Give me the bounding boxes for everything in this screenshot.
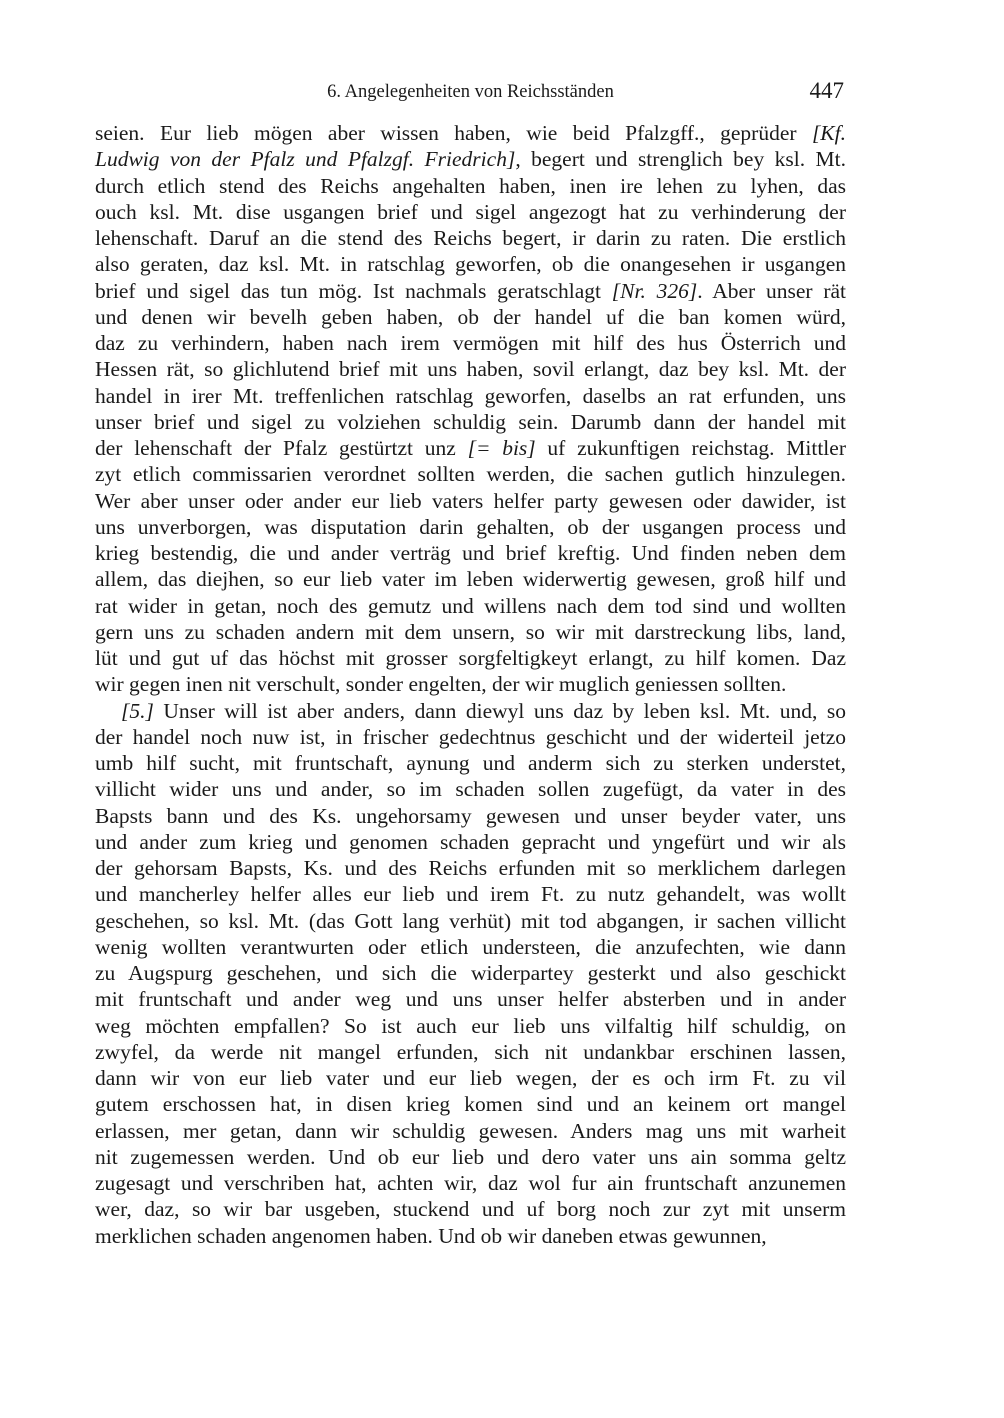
text-line <box>95 619 846 645</box>
text-line <box>95 750 846 776</box>
text-line <box>95 278 846 304</box>
text-line <box>95 383 846 409</box>
text-segment: uns unverborgen, was disputation darin gehalten, ob der usgangen process und <box>95 514 846 539</box>
text-segment: wenig wollten verantwurten oder etlich understeen, die anzufechten, wie dann <box>95 934 846 959</box>
text-segment: , begert und strenglich bey ksl. Mt. <box>515 147 846 172</box>
text-segment: gutem erschossen hat, in disen krieg komen sind und an keinem ort mangel <box>95 1092 846 1117</box>
text-line <box>95 540 846 566</box>
text-line <box>95 1065 846 1091</box>
italic-text-segment: [Nr. 326] <box>611 278 698 303</box>
text-segment: Hessen rät, so glichlutend brief mit uns haben, sovil erlangt, daz bey ksl. Mt. der <box>95 357 846 382</box>
text-segment: lüt und gut uf das höchst mit grosser sorgfeltigkeyt erlangt, zu hilf komen. Daz <box>95 646 846 670</box>
text-line <box>95 146 846 172</box>
text-line <box>95 776 846 802</box>
text-line <box>95 1144 846 1170</box>
text-line <box>95 881 846 907</box>
text-segment: daz zu verhindern, haben nach irem vermögen mit hilf des hus Österrich und <box>95 331 846 355</box>
text-line <box>95 330 846 356</box>
text-line <box>95 356 846 382</box>
text-segment: und mancherley helfer alles eur lieb und irem Ft. zu nutz gehandelt, was wollt <box>95 882 846 907</box>
text-segment: lehenschaft. Daruf an die stend des Reichs begert, ir darin zu raten. Die erstlich <box>95 226 846 250</box>
text-line <box>95 671 846 697</box>
text-line <box>95 435 846 461</box>
text-line <box>95 724 846 750</box>
text-segment: villicht wider uns und ander, so im schaden sollen zugefügt, da vater in des <box>95 777 846 802</box>
text-segment: krieg bestendig, die und ander verträg und brief kreftig. Und finden neben dem <box>95 541 846 565</box>
text-line <box>95 409 846 435</box>
text-line <box>95 225 846 251</box>
running-head <box>95 78 846 110</box>
text-line <box>95 120 846 146</box>
text-segment: . Aber unser rät <box>697 278 846 303</box>
italic-text-segment: Ludwig von der Pfalz und Pfalzgf. Friedrich] <box>95 147 516 172</box>
text-line <box>95 304 846 330</box>
italic-text-segment: [Kf. <box>811 121 846 145</box>
text-segment: weg möchten empfallen? So ist auch eur lieb uns vilfaltig hilf schuldig, on <box>95 1013 846 1038</box>
text-line <box>95 566 846 592</box>
text-line <box>95 199 846 225</box>
text-segment: nit zugemessen werden. Und ob eur lieb und dero vater uns ain somma geltz <box>95 1144 846 1169</box>
text-segment: handel in irer Mt. treffenlichen ratschlag geworfen, daselbs an rat erfunden, uns <box>95 383 846 408</box>
text-segment: zugesagt und verschriben hat, achten wir, daz wol fur ain fruntschaft anzunemen <box>95 1171 846 1195</box>
text-line <box>95 803 846 829</box>
text-segment: und denen wir bevelh geben haben, ob der handel uf die ban komen würd, <box>95 304 846 329</box>
text-segment: der handel noch nuw ist, in frischer gedechtnus geschicht und der widerteil jetzo <box>95 724 846 749</box>
text-line <box>95 461 846 487</box>
text-line <box>95 1223 846 1249</box>
text-segment: Unser will ist aber anders, dann diewyl uns daz by leben ksl. Mt. und, so <box>153 698 846 723</box>
text-segment: rat wider in getan, noch des gemutz und willens nach dem tod sind und wollten <box>95 593 846 618</box>
text-line <box>95 986 846 1012</box>
text-line <box>95 593 846 619</box>
italic-text-segment: [= bis] <box>467 436 536 460</box>
italic-text-segment: [5.] <box>121 698 154 723</box>
text-segment: ouch ksl. Mt. dise usgangen brief und sigel angezogt hat zu verhinderung der <box>95 199 846 224</box>
text-line <box>95 488 846 514</box>
text-segment: der lehenschaft der Pfalz gestürtzt unz <box>95 436 468 460</box>
page-number: 447 <box>809 78 844 103</box>
text-segment: merklichen schaden angenomen haben. Und ob wir daneben etwas gewunnen, <box>95 1223 767 1248</box>
text-line <box>95 934 846 960</box>
text-line <box>95 645 846 671</box>
text-line <box>95 251 846 277</box>
text-segment: zwyfel, da werde nit mangel erfunden, sich nit undankbar erschinen lassen, <box>95 1039 846 1064</box>
text-segment: dann wir von eur lieb vater und eur lieb wegen, der es och irm Ft. zu vil <box>95 1066 846 1090</box>
text-segment: wir gegen inen nit verschult, sonder engelten, der wir muglich geniessen sollten. <box>95 672 787 697</box>
text-segment: umb hilf sucht, mit fruntschaft, aynung und anderm sich zu sterken understet, <box>95 751 846 775</box>
text-segment: zu Augspurg geschehen, und sich die widerpartey gesterkt und also geschickt <box>95 961 846 985</box>
text-segment: brief und sigel das tun mög. Ist nachmals geratschlagt <box>95 278 612 303</box>
text-segment: gern uns zu schaden andern mit dem unsern, so wir mit darstreckung libs, land, <box>95 619 846 644</box>
text-segment: durch etlich stend des Reichs angehalten haben, inen ire lehen zu lyhen, das <box>95 173 846 198</box>
text-line <box>95 829 846 855</box>
text-line <box>95 1196 846 1222</box>
text-line <box>95 1118 846 1144</box>
text-segment: der gehorsam Bapsts, Ks. und des Reichs erfunden mit so merklichem darlegen <box>95 856 846 880</box>
text-line <box>95 1013 846 1039</box>
text-line <box>95 698 846 724</box>
text-segment: wer, daz, so wir bar usgeben, stuckend und uf borg noch zur zyt mit unserm <box>95 1197 846 1222</box>
text-segment: unser brief und sigel zu volziehen schuldig sein. Darumb dann der handel mit <box>95 409 846 434</box>
text-line <box>95 514 846 540</box>
text-line <box>95 173 846 199</box>
text-segment: mit fruntschaft und ander weg und uns unser helfer absterben und in ander <box>95 987 846 1012</box>
text-line <box>95 1039 846 1065</box>
body-text <box>95 120 846 1249</box>
text-line <box>95 1170 846 1196</box>
text-line <box>95 908 846 934</box>
text-segment: Wer aber unser oder ander eur lieb vaters helfer party gewesen oder dawider, ist <box>95 488 846 513</box>
text-segment: zyt etlich commissarien verordnet sollten werden, die sachen gutlich hinzulegen. <box>95 462 846 487</box>
text-segment: und ander zum krieg und genomen schaden gepracht und yngefürt und wir als <box>95 829 846 854</box>
text-segment: geschehen, so ksl. Mt. (das Gott lang verhüt) mit tod abgangen, ir sachen villicht <box>95 908 846 933</box>
text-segment: Bapsts bann und des Ks. ungehorsamy gewesen und unser beyder vater, uns <box>95 803 846 828</box>
text-line <box>95 1091 846 1117</box>
text-segment: also geraten, daz ksl. Mt. in ratschlag geworfen, ob die onangesehen ir usgangen <box>95 252 846 277</box>
text-segment: erlassen, mer getan, dann wir schuldig gewesen. Anders mag uns mit warheit <box>95 1118 846 1143</box>
text-line <box>95 960 846 986</box>
section-title: 6. Angelegenheiten von Reichsständen <box>327 82 614 102</box>
text-line <box>95 855 846 881</box>
text-segment: allem, das diejhen, so eur lieb vater im leben widerwertig gewesen, groß hilf und <box>95 567 846 592</box>
text-segment: uf zukunftigen reichstag. Mittler <box>535 436 846 460</box>
text-segment: seien. Eur lieb mögen aber wissen haben, wie beid Pfalzgff., geprüder <box>95 121 812 145</box>
